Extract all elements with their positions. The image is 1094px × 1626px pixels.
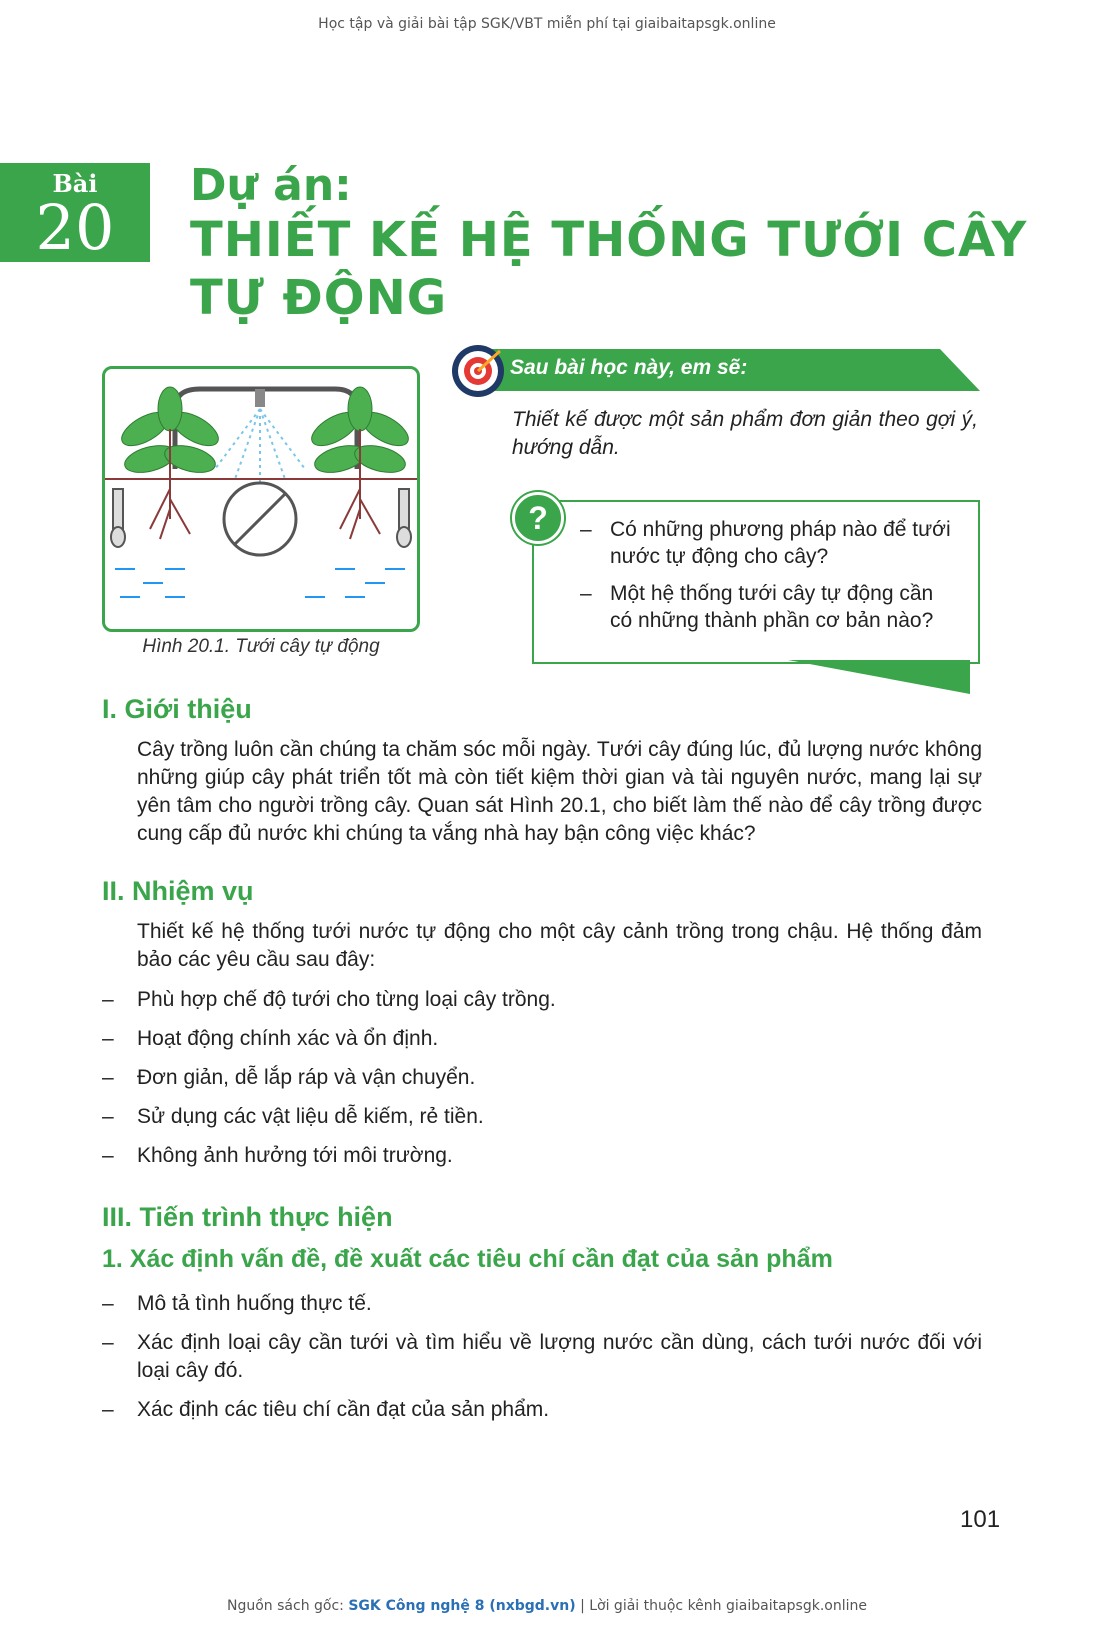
section-heading-process: III. Tiến trình thực hiện	[102, 1202, 393, 1232]
footer	[0, 1598, 1094, 1614]
lesson-badge	[0, 163, 150, 262]
lesson-title-line3: TỰ ĐỘNG	[190, 270, 448, 326]
footer-suffix: | Lời giải thuộc kênh giaibaitapsgk.online	[580, 1598, 867, 1614]
lesson-title-line1: Dự án:	[190, 160, 352, 211]
lesson-title-line2: THIẾT KẾ HỆ THỐNG TƯỚI CÂY	[190, 212, 1028, 268]
figure-caption: Hình 20.1. Tưới cây tự động	[142, 636, 380, 657]
tasks-paragraph: Thiết kế hệ thống tưới nước tự động cho một cây cảnh trồng trong chậu. Hệ thống đảm bảo các yêu cầu sau đây:	[137, 920, 982, 971]
question-item: – Một hệ thống tưới cây tự động cần có những thành phần cơ bản nào?	[580, 582, 934, 632]
footer-prefix: Nguồn sách gốc:	[227, 1598, 344, 1614]
question-list	[580, 516, 952, 644]
footer-source-link[interactable]: SGK Công nghệ 8 (nxbgd.vn)	[348, 1598, 576, 1614]
question-item: – Có những phương pháp nào để tưới nước tự động cho cây?	[580, 518, 951, 568]
irrigation-drawing	[105, 369, 417, 629]
target-icon	[450, 343, 506, 399]
question-icon: ?	[512, 492, 564, 544]
lesson-label: Bài	[52, 169, 98, 198]
goal-heading: Sau bài học này, em sẽ:	[510, 356, 748, 379]
section-heading-intro: I. Giới thiệu	[102, 694, 252, 724]
subsection-heading-1: 1. Xác định vấn đề, đề xuất các tiêu chí cần đạt của sản phẩm	[102, 1245, 833, 1273]
irrigation-illustration	[102, 366, 420, 632]
question-box-tail	[788, 660, 970, 694]
page-number: 101	[960, 1506, 1001, 1533]
section-heading-tasks: II. Nhiệm vụ	[102, 876, 254, 906]
lesson-number: 20	[35, 191, 115, 264]
top-banner: Học tập và giải bài tập SGK/VBT miễn phí tại giaibaitapsgk.online	[318, 16, 776, 32]
goal-description: Thiết kế được một sản phẩm đơn giản theo gợi ý, hướng dẫn.	[512, 408, 978, 459]
intro-paragraph: Cây trồng luôn cần chúng ta chăm sóc mỗi ngày. Tưới cây đúng lúc, đủ lượng nước không những giúp cây phát triển tốt mà còn tiết kiệm thời gian và tài nguyên nước, mang lại sự yên tâm cho người trồng cây. Quan sát Hình 20.1, cho biết làm thế nào để cây trồng được cung cấp đủ nước khi chúng ta vắng nhà hay bận công việc khác?	[137, 738, 982, 845]
